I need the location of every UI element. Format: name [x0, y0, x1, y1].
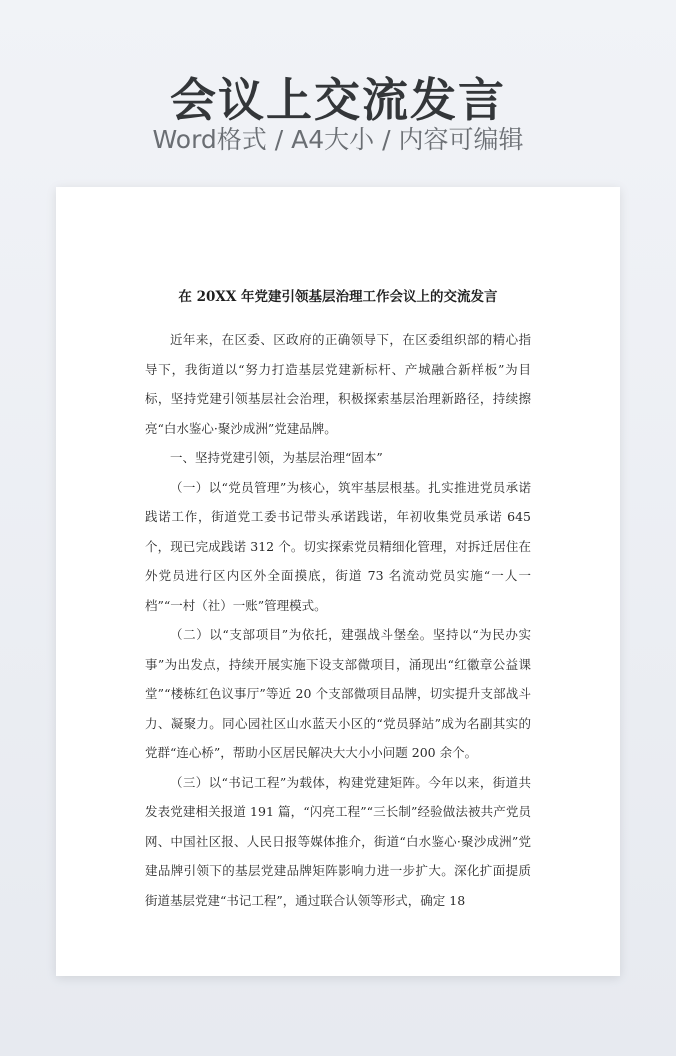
document-page — [56, 187, 620, 976]
paragraph-branch-projects: （二）以“支部项目”为依托，建强战斗堡垒。坚持以“为民办实事”为出发点，持续开展实施下设支部微项目，涌现出“红徽章公益课堂”“楼栋红色议事厅”等近 20 个支部微项目品牌，切实提升支部战斗力、凝聚力。同心园社区山水蓝天小区的“党员驿站”成为名副其实的党群“连心桥”，帮助小区居民解决大大小小问题 200 余个。 — [145, 627, 531, 760]
paragraph-intro: 近年来，在区委、区政府的正确领导下，在区委组织部的精心指导下，我街道以“努力打造基层党建新标杆、产城融合新样板”为目标，坚持党建引领基层社会治理，积极探索基层治理新路径，持续擦亮“白水鉴心·聚沙成洲”党建品牌。 — [145, 332, 531, 436]
paragraph-party-member-management: （一）以“党员管理”为核心，筑牢基层根基。扎实推进党员承诺践诺工作，街道党工委书记带头承诺践诺，年初收集党员承诺 645 个，现已完成践诺 312 个。切实探索党员精细化管理，对拆迁居住在外党员进行区内区外全面摸底，街道 73 名流动党员实施“一人一档”“一村（社）一账”管理模式。 — [145, 479, 531, 613]
banner-title: 会议上交流发言 — [170, 73, 506, 127]
document-body — [145, 325, 531, 915]
section-heading-1: 一、坚持党建引领，为基层治理“固本” — [170, 450, 383, 465]
paragraph-secretary-project: （三）以“书记工程”为载体，构建党建矩阵。今年以来，街道共发表党建相关报道 191 篇，“闪亮工程”“三长制”经验做法被共产党员网、中国社区报、人民日报等媒体推介，街道“白水鉴心·聚沙成洲”党建品牌引领下的基层党建品牌矩阵影响力进一步扩大。深化扩面提质街道基层党建“书记工程”，通过联合认领等形式，确定 18 — [145, 774, 531, 908]
document-title: 在 20XX 年党建引领基层治理工作会议上的交流发言 — [178, 289, 498, 305]
banner-header — [0, 0, 676, 180]
banner-subtitle: Word格式 / A4大小 / 内容可编辑 — [152, 125, 524, 154]
